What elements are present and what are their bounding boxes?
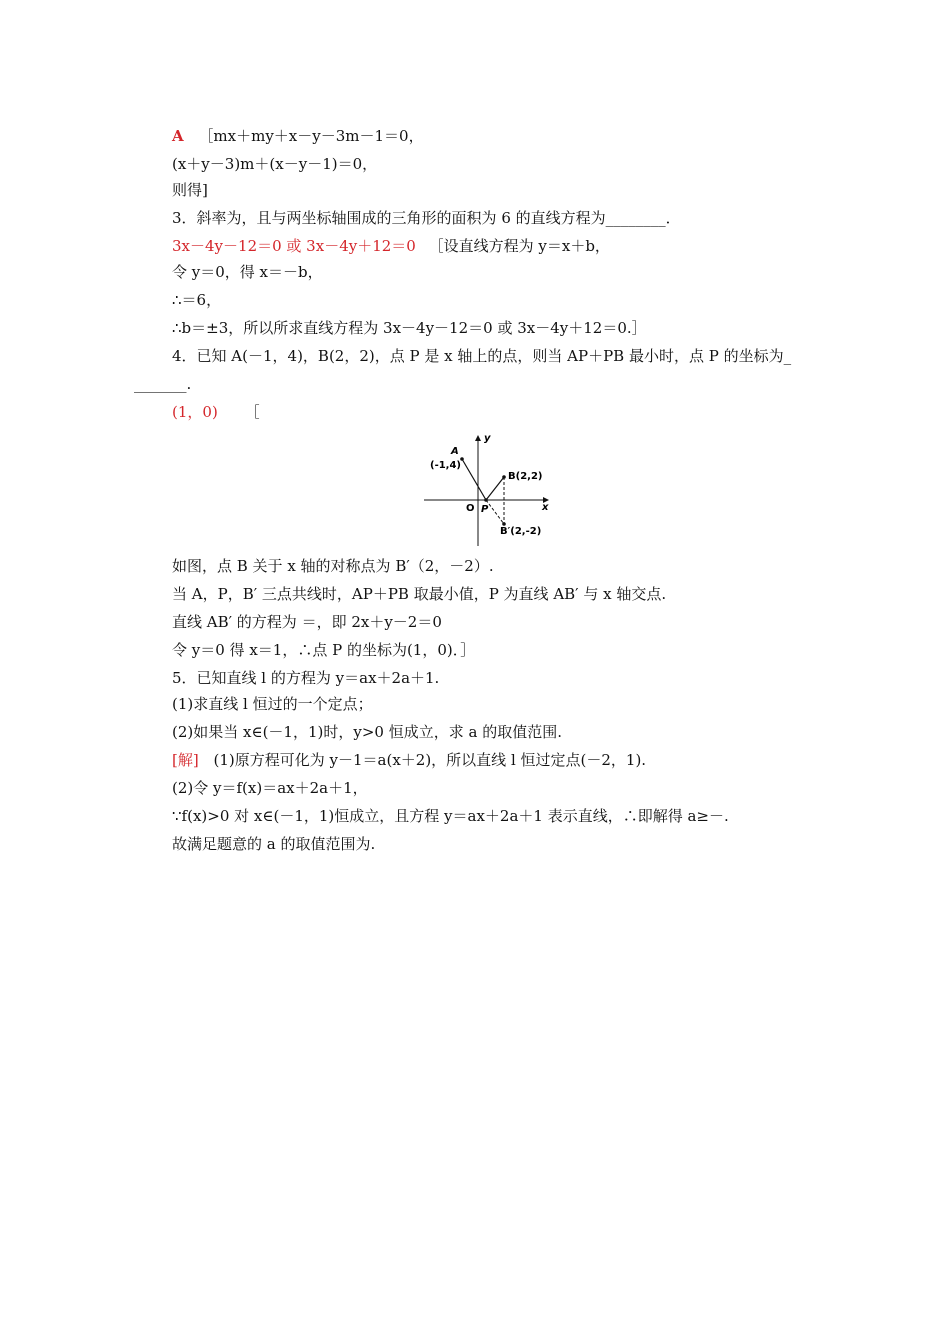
text: ［mx＋my＋x－y－3m－1＝0， xyxy=(198,127,424,145)
question-5: 5．已知直线 l 的方程为 y＝ax＋2a＋1. xyxy=(172,669,440,687)
answer-text: (1，0) xyxy=(172,403,218,421)
segment-a-p xyxy=(462,459,486,500)
line-18: (2)如果当 x∈(－1，1)时，y>0 恒成立，求 a 的取值范围. xyxy=(172,723,562,741)
segment-p-b xyxy=(486,477,504,500)
line-7: ∴＝6， xyxy=(172,291,222,309)
label-a: A xyxy=(451,446,459,457)
text: ［ xyxy=(244,403,260,421)
x-axis-label: x xyxy=(542,502,549,513)
label-a-coord: (-1,4) xyxy=(430,460,462,471)
line-19 xyxy=(172,750,646,770)
line-14: 直线 AB′ 的方程为 ＝，即 2x＋y－2＝0 xyxy=(172,613,442,631)
line-3: 则得] xyxy=(172,181,208,199)
question-3: 3．斜率为，且与两坐标轴围成的三角形的面积为 6 的直线方程为________． xyxy=(172,209,681,227)
line-2: (x＋y－3)m＋(x－y－1)＝0， xyxy=(172,155,378,173)
origin-label: O xyxy=(466,503,475,514)
line-22: 故满足题意的 a 的取值范围为. xyxy=(172,835,376,853)
label-b: B(2,2) xyxy=(508,471,543,482)
question-4: 4．已知 A(－1，4)，B(2，2)，点 P 是 x 轴上的点，则当 AP＋PB 最小时，点 P 的坐标为_ xyxy=(172,347,792,365)
line-5 xyxy=(172,236,610,256)
line-11 xyxy=(172,402,260,422)
line-8: ∴b＝±3，所以所求直线方程为 3x－4y－12＝0 或 3x－4y＋12＝0.］ xyxy=(172,319,647,337)
line-21: ∵f(x)>0 对 x∈(－1，1)恒成立，且方程 y＝ax＋2a＋1 表示直线，∴即解得 a≥－. xyxy=(172,807,729,825)
text: (1)原方程可化为 y－1＝a(x＋2)，所以直线 l 恒过定点(－2，1). xyxy=(213,751,647,769)
label-b-prime: B′(2,-2) xyxy=(500,526,542,537)
solution-tag: [解] xyxy=(172,751,199,769)
line-12: 如图，点 B 关于 x 轴的对称点为 B′（2，－2）. xyxy=(172,557,494,575)
label-p: P xyxy=(481,504,489,515)
point-p xyxy=(484,498,488,502)
answer-label: A xyxy=(172,127,184,145)
line-13: 当 A，P，B′ 三点共线时，AP＋PB 取最小值，P 为直线 AB′ 与 x 轴交点. xyxy=(172,585,667,603)
line-20: (2)令 y＝f(x)＝ax＋2a＋1， xyxy=(172,779,368,797)
segment-p-b-prime xyxy=(486,500,504,524)
line-1 xyxy=(172,126,424,146)
point-b xyxy=(502,475,506,479)
question-4-cont: _______. xyxy=(134,375,192,393)
y-axis-label: y xyxy=(484,433,491,444)
coordinate-figure xyxy=(418,430,558,548)
line-17: (1)求直线 l 恒过的一个定点； xyxy=(172,695,373,713)
line-15: 令 y＝0 得 x＝1，∴点 P 的坐标为(1，0)．］ xyxy=(172,641,476,659)
text: ［设直线方程为 y＝x＋b， xyxy=(428,237,610,255)
line-6: 令 y＝0，得 x＝－b， xyxy=(172,263,323,281)
answer-text: 3x－4y－12＝0 或 3x－4y＋12＝0 xyxy=(172,237,416,255)
